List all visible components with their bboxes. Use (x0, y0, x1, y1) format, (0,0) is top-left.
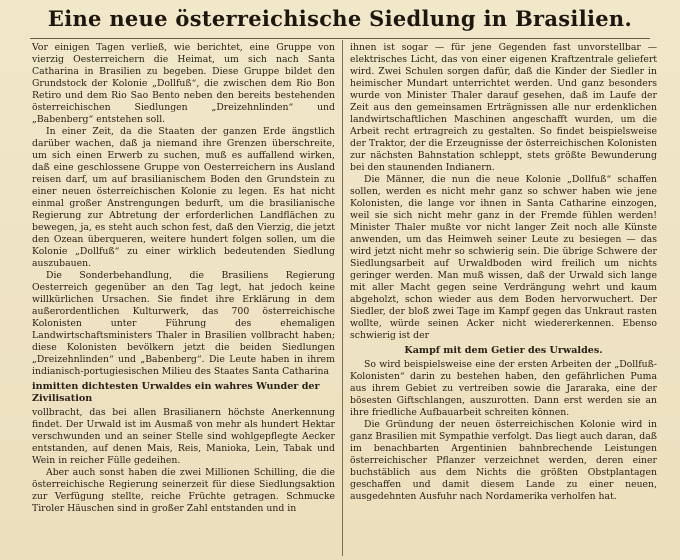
paragraph: Aber auch sonst haben die zwei Millionen Schilling, die die österreichische Regierung seinerzeit für diese Siedlungsaktion zur Verfügung stellte, reiche Früchte getragen. Schmucke Tiroler Häuschen sind in großer Zahl entstanden und in (32, 467, 335, 514)
left-column (32, 42, 335, 554)
column-divider (342, 40, 343, 556)
article-headline: Eine neue österreichische Siedlung in Brasilien. (47, 6, 633, 31)
paragraph: Die Männer, die nun die neue Kolonie „Dollfuß“ schaffen sollen, werden es nicht mehr ganz so schwer haben wie jene Kolonisten, die lange vor ihnen in Santa Catharine einzogen, weil sie sich nicht mehr ganz in der Fremde fühlen werden! Minister Thaler mußte vor nicht langer Zeit noch alle Künste anwenden, um das Heimweh seiner Leute zu besiegen — das wird jetzt nicht mehr so schwierig sein. Die übrige Schwere der Siedlungsarbeit auf Urwaldboden wird freilich um nichts geringer werden. Man muß wissen, daß der Urwald sich lange mit aller Macht gegen seine Verdrängung wehrt und kaum abgeholzt, schon wieder aus dem Boden hervorwuchert. Der Siedler, der bloß zwei Tage im Kampf gegen das Unkraut rasten wollte, würde seinen Acker nicht wiedererkennen. Ebenso schwierig ist der (350, 174, 657, 341)
headline-rule (30, 38, 650, 39)
right-column (350, 42, 657, 554)
paragraph: Die Sonderbehandlung, die Brasiliens Regierung Oesterreich gegenüber an den Tag legt, hat jedoch keine willkürlichen Ursachen. Sie findet ihre Erklärung in dem außerordentlichen Kulturwerk, das 700 österreichische Kolonisten unter Führung des ehemaligen Landwirtschaftsministers Thaler in Brasilien vollbracht haben; diese Kolonisten bevölkern jetzt die beiden Siedlungen „Dreizehnlinden“ und „Babenberg“. Die Leute haben in ihrem indianisch-portugiesischen Milieu des Staates Santa Catharina (32, 270, 335, 377)
paragraph: In einer Zeit, da die Staaten der ganzen Erde ängstlich darüber wachen, daß ja niemand ihre Grenzen überschreite, um sich einen Erwerb zu suchen, muß es auffallend wirken, daß eine geschlossene Gruppe von Oesterreichern ins Ausland reisen darf, um auf brasilianischem Boden den Grundstein zu einer neuen österreichischen Kolonie zu legen. Es hat nicht einmal großer Anstrengungen bedurft, um die brasilianische Regierung zur Abtretung der erforderlichen Landflächen zu bewegen, ja, es steht auch schon fest, daß den Vierzig, die jetzt den Ozean überqueren, weitere hundert folgen sollen, um die Kolonie „Dollfuß“ zu einer wirklich bedeutenden Siedlung auszubauen. (32, 126, 335, 269)
paragraph: vollbracht, das bei allen Brasilianern höchste Anerkennung findet. Der Urwald ist im Ausmaß von mehr als hundert Hektar verschwunden und an seiner Stelle sind wohlgepflegte Aecker entstanden, auf denen Mais, Reis, Manioka, Lein, Tabak und Wein in reicher Fülle gedeihen. (32, 407, 335, 466)
paragraph: So wird beispielsweise eine der ersten Arbeiten der „Dollfuß-Kolonisten“ darin zu bestehen haben, den gefährlichen Puma aus ihrem Gebiet zu vertreiben sowie die Jararaka, eine der bösesten Giftschlangen, auszurotten. Dann erst werden sie an ihre friedliche Aufbauarbeit schreiten können. (350, 359, 657, 418)
paragraph: Vor einigen Tagen verließ, wie berichtet, eine Gruppe von vierzig Oesterreichern die Heimat, um sich nach Santa Catharina in Brasilien zu begeben. Diese Gruppe bildet den Grundstock der Kolonie „Dollfuß“, die zwischen dem Rio Bon Retiro und dem Rio Sao Bento neben den bereits bestehenden österreichischen Siedlungen „Dreizehnlinden“ und „Babenberg“ entstehen soll. (32, 42, 335, 125)
section-heading: inmitten dichtesten Urwaldes ein wahres Wunder der Zivilisation (32, 381, 320, 404)
section-heading: Kampf mit dem Getier des Urwaldes. (404, 345, 603, 356)
paragraph: Die Gründung der neuen österreichischen Kolonie wird in ganz Brasilien mit Sympathie verfolgt. Das liegt auch daran, daß im benachbarten Argentinien bahnbrechende Leistungen österreichischer Pflanzer verzeichnet werden, deren einer buchstäblich aus dem Nichts die größten Obstplantagen geschaffen und damit diesem Lande zu einer neuen, ausgedehnten Ausfuhr nach Nordamerika verholfen hat. (350, 419, 657, 502)
paragraph: ihnen ist sogar — für jene Gegenden fast unvorstellbar — elektrisches Licht, das von einer eigenen Kraftzentrale geliefert wird. Zwei Schulen sorgen dafür, daß die Kinder der Siedler in heimischer Mundart unterrichtet werden. Und ganz besonders wurde von Minister Thaler darauf gesehen, daß im Laufe der Zeit aus den gemeinsamen Erträgnissen alle nur erdenklichen landwirtschaftlichen Maschinen angeschafft wurden, um die Arbeit recht ertragreich zu gestalten. So findet beispielsweise der Traktor, der die Erzeugnisse der österreichischen Kolonisten zur nächsten Bahnstation schleppt, stets größte Bewunderung bei den staunenden Indianern. (350, 42, 657, 173)
